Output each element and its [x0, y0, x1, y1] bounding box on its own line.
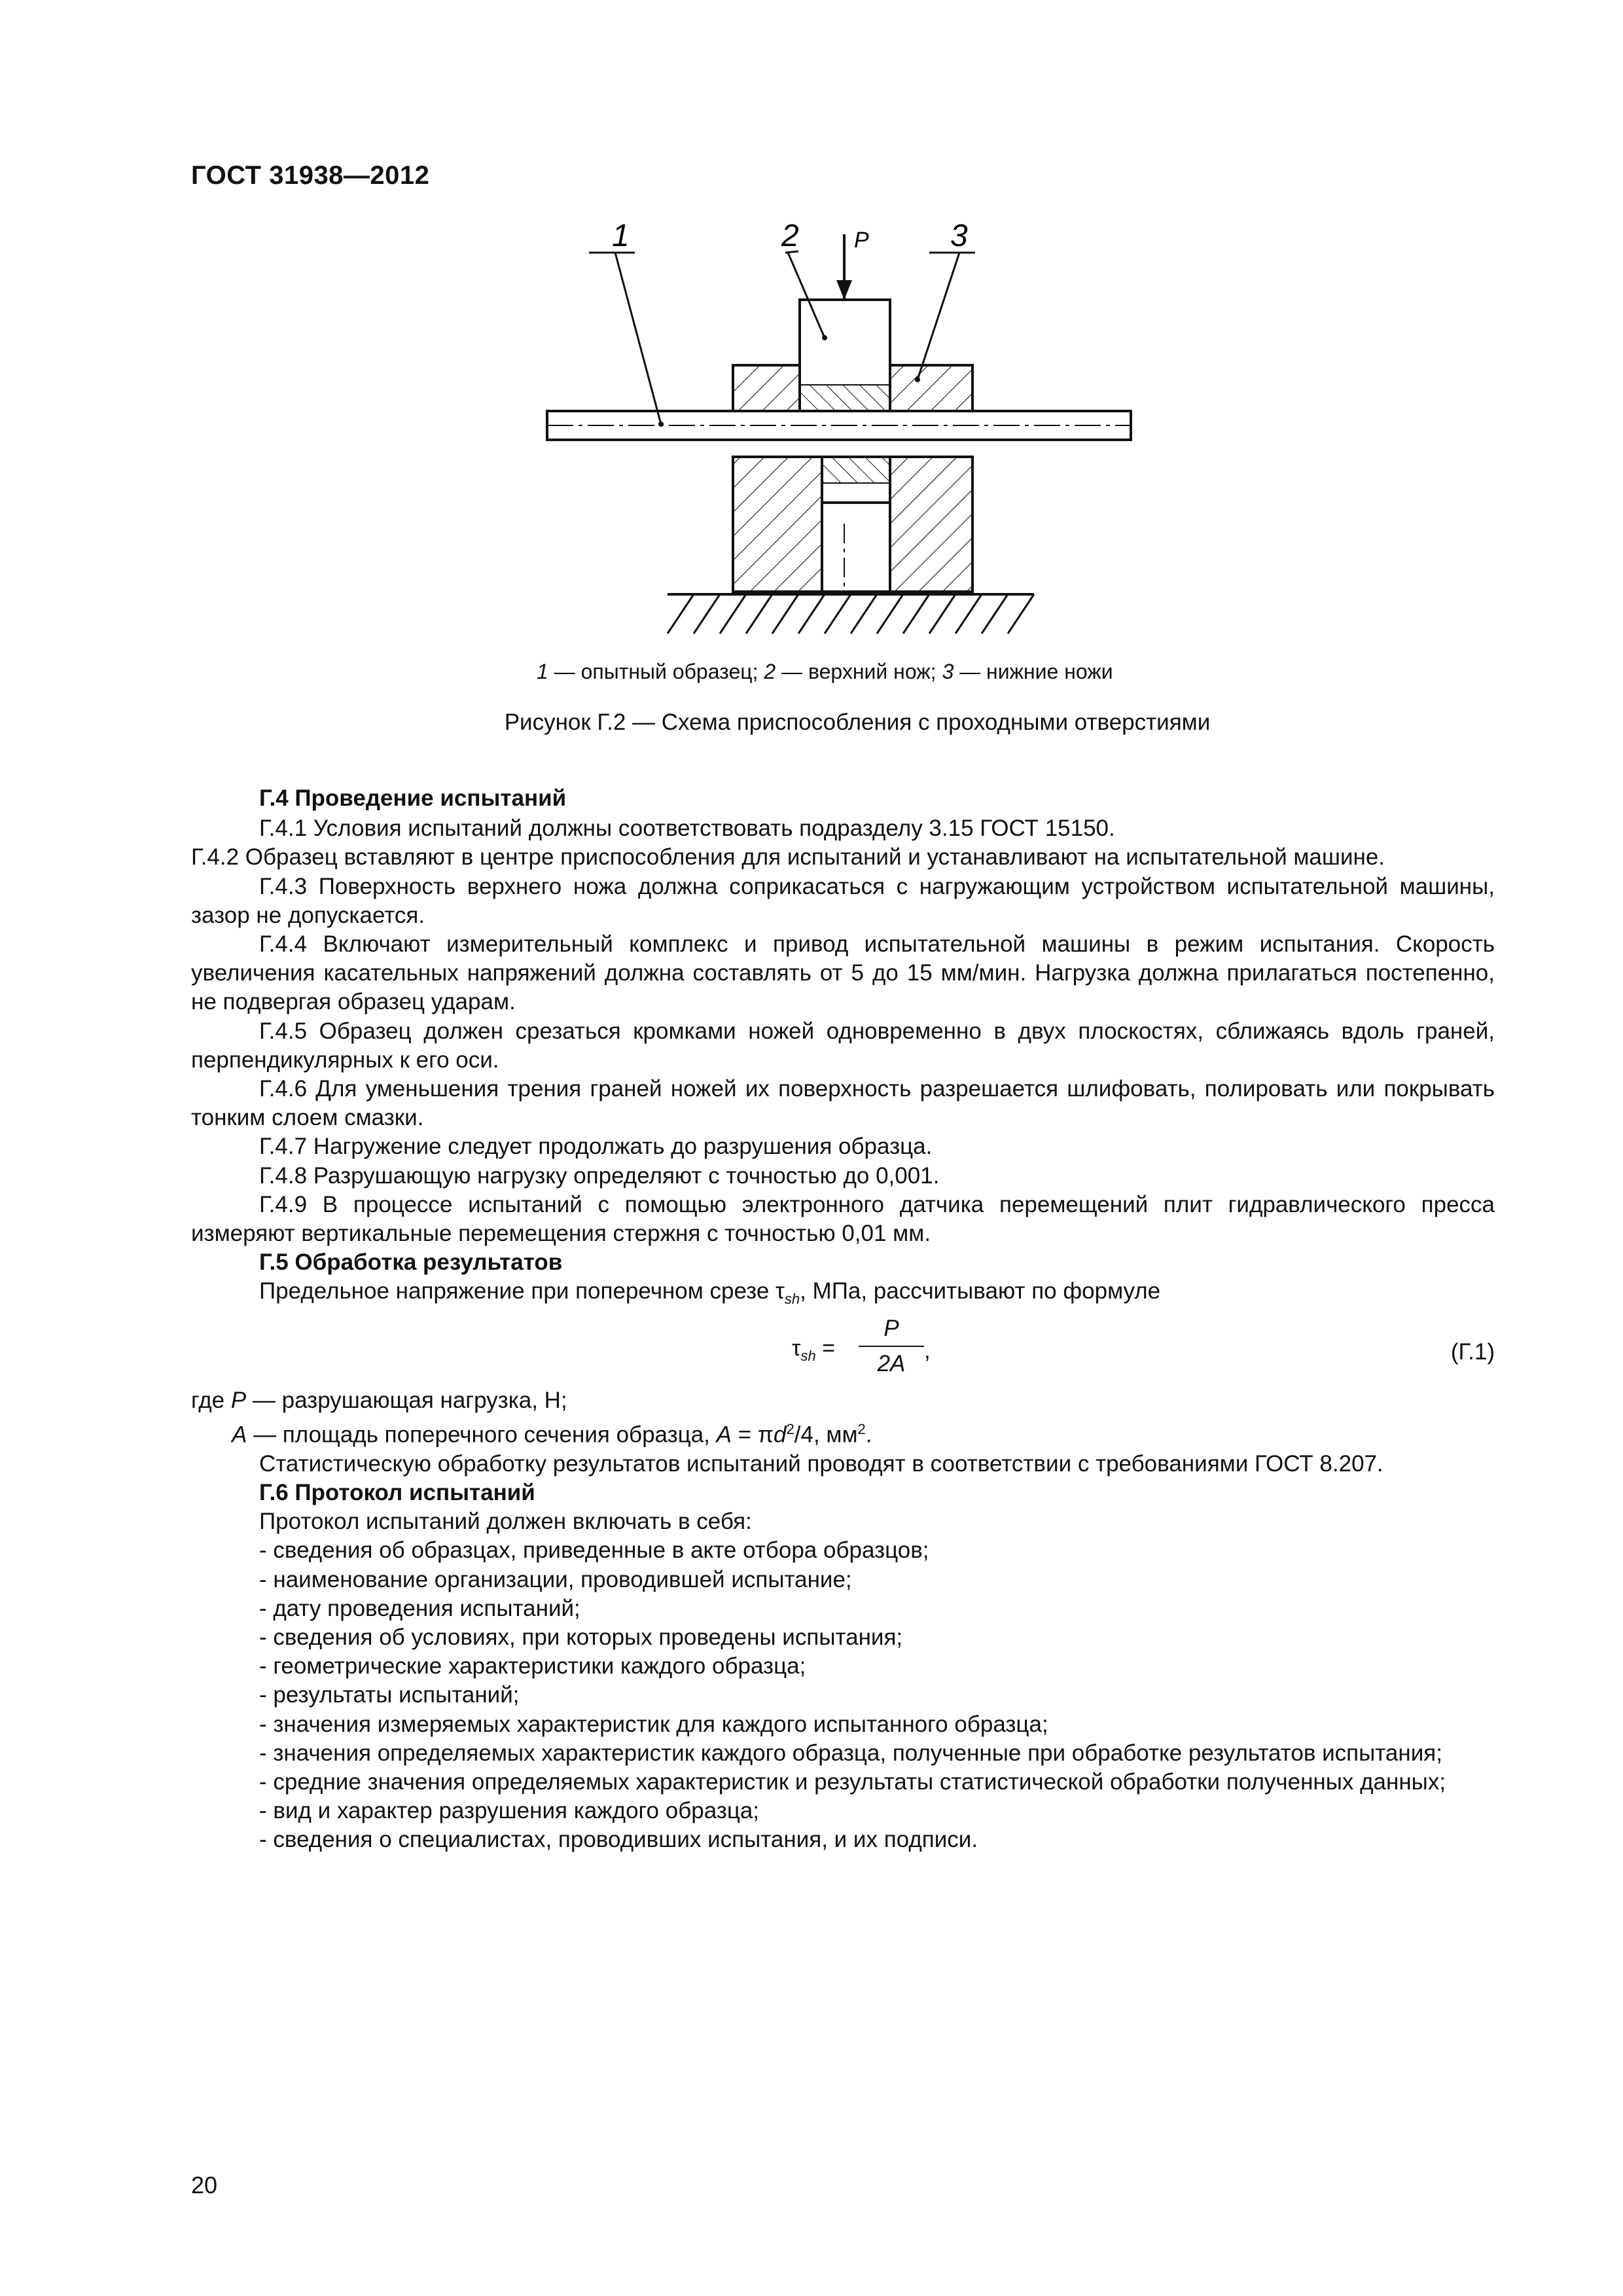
where-p: где P — разрушающая нагрузка, Н; — [191, 1387, 567, 1413]
protocol-intro: Протокол испытаний должен включать в себя: — [259, 1509, 752, 1535]
upper-right-block — [890, 365, 972, 411]
figure-label-2: 2 — [781, 219, 799, 253]
protocol-item: - средние значения определяемых характеристик и результаты статистической обработки полученных данных; — [259, 1768, 1446, 1795]
protocol-item: - сведения о специалистах, проводивших испытания, и их подписи. — [259, 1827, 978, 1853]
paragraph-g4-4: Г.4.4 Включают измерительный комплекс и привод испытательной машины в режим испытания. Скорость увеличения касательных напряжений должна составлять от 5 до 15 мм/мин. Нагрузка должна прилагаться постепенно, не подвергая образец ударам. — [191, 931, 1495, 1015]
document-body — [191, 784, 1495, 1855]
section-title-g5: Г.5 Обработка результатов — [259, 1249, 563, 1276]
force-label: P — [854, 228, 869, 253]
protocol-item: - сведения об образцах, приведенные в акте отбора образцов; — [259, 1537, 929, 1564]
figure-label-1: 1 — [612, 219, 630, 253]
formula-g1: $\tau_{sh}$ = P 2A , (Г.1) — [792, 1315, 1495, 1376]
protocol-item: - геометрические характеристики каждого образца; — [259, 1653, 806, 1679]
paragraph-g4-9: Г.4.9 В процессе испытаний с помощью электронного датчика перемещений плит гидравлического пресса измеряют вертикальные перемещения стержня с точностью 0,01 мм. — [191, 1191, 1495, 1247]
protocol-item: - дату проведения испытаний; — [259, 1595, 580, 1621]
section-title-g6: Г.6 Протокол испытаний — [259, 1479, 535, 1505]
paragraph-g4-2: Г.4.2 Образец вставляют в центре приспособления для испытаний и устанавливают на испытательной машине. — [191, 844, 1385, 870]
paragraph-g4-6: Г.4.6 Для уменьшения трения граней ножей их поверхность разрешается шлифовать, полировать или покрывать тонким слоем смазки. — [191, 1076, 1495, 1131]
section-title-g4: Г.4 Проведение испытаний — [259, 785, 567, 811]
figure-caption: Рисунок Г.2 — Схема приспособления с проходными отверстиями — [504, 709, 1211, 735]
paragraph-g4-3: Г.4.3 Поверхность верхнего ножа должна соприкасаться с нагружающим устройством испытательной машины, зазор не допускается. — [191, 873, 1495, 928]
protocol-item: - наименование организации, проводившей испытание; — [259, 1566, 852, 1592]
paragraph-g4-7: Г.4.7 Нагружение следует продолжать до разрушения образца. — [259, 1134, 933, 1160]
protocol-item: - значения определяемых характеристик каждого образца, полученные при обработке результатов испытания; — [259, 1740, 1442, 1766]
paragraph-g4-1: Г.4.1 Условия испытаний должны соответствовать подразделу 3.15 ГОСТ 15150. — [259, 816, 1115, 842]
paragraph-g4-8: Г.4.8 Разрушающую нагрузку определяют с точностью до 0,001. — [259, 1162, 940, 1189]
formula-intro: Предельное напряжение при поперечном срезе $\tau_{sh}$, МПа, рассчитывают по формуле — [259, 1278, 1161, 1308]
protocol-item: - сведения об условиях, при которых проведены испытания; — [259, 1624, 903, 1650]
page-number: 20 — [191, 2172, 218, 2198]
protocol-item: - результаты испытаний; — [259, 1682, 520, 1708]
protocol-item: - значения измеряемых характеристик для каждого испытанного образца; — [259, 1711, 1048, 1737]
figure-label-3: 3 — [950, 219, 968, 253]
standard-header: ГОСТ 31938—2012 — [191, 161, 430, 190]
formula-number: (Г.1) — [1450, 1338, 1495, 1365]
protocol-item: - вид и характер разрушения каждого образца; — [259, 1798, 760, 1824]
lower-left-knife — [733, 457, 822, 592]
where-a: A — площадь поперечного сечения образца, $A = \pi d^2/4$, $мм^2$. — [232, 1420, 872, 1448]
figure-legend: 1 — опытный образец; 2 — верхний нож; 3 — нижние ножи — [537, 660, 1113, 683]
stat-processing: Статистическую обработку результатов испытаний проводят в соответствии с требованиями ГОСТ 8.207. — [259, 1450, 1383, 1477]
paragraph-g4-5: Г.4.5 Образец должен срезаться кромками ножей одновременно в двух плоскостях, сближаясь вдоль граней, перпендикулярных к его оси. — [191, 1018, 1495, 1073]
lower-right-knife — [890, 457, 972, 592]
shear-fixture-diagram — [524, 216, 1165, 661]
